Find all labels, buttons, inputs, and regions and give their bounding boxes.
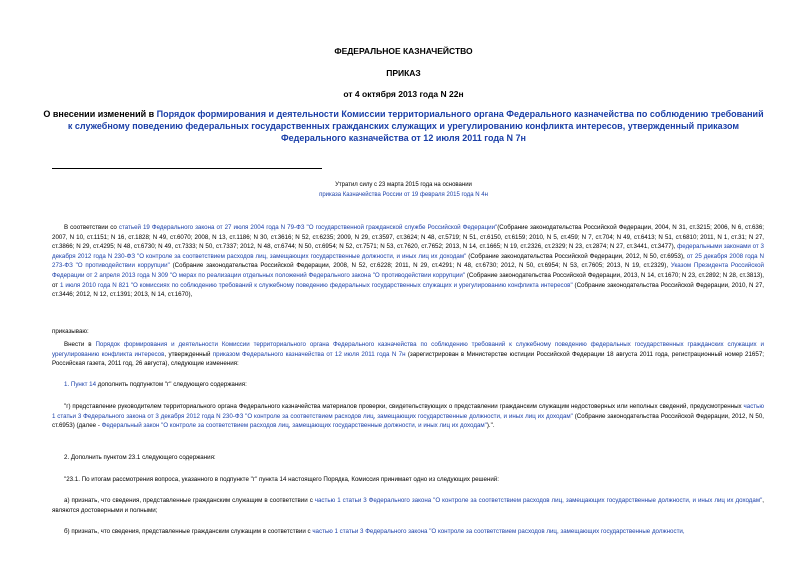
item-1-link[interactable]: 1. Пункт 14 bbox=[64, 381, 97, 388]
quote-g-text-2: (Собрание законодательства Российской Федерации, 2012, N 50, ст.6953) (далее - bbox=[52, 412, 764, 430]
sub-a-paragraph bbox=[52, 496, 764, 515]
preamble-text-5: (Собрание законодательства Российской Федерации, 2013, N 14, ст.1670; N 23, ст.2892; N 28, ст.3813), от bbox=[52, 271, 764, 289]
preamble-link-230-fz[interactable]: федеральными законами от 3 декабря 2012 года N 230-ФЗ "О контроле за соответствием расходов лиц, замещающих государственные должности, и иных лиц их доходам" bbox=[52, 243, 764, 260]
document-date-number: от 4 октября 2013 года N 22н bbox=[343, 89, 464, 99]
item-2-paragraph: 2. Дополнить пунктом 23.1 следующего содержания: bbox=[64, 454, 216, 461]
title-link[interactable]: Порядок формирования и деятельности Комиссии территориального органа Федерального казначейства по соблюдению требований к служебному поведению федеральных государственных гражданских служащих и урегулированию конфликта интересов, утвержденный приказом Федерального казначейства от 12 июля 2011 года N 7н bbox=[67, 109, 764, 143]
sub-a-text-1: а) признать, что сведения, представленные гражданским служащим в соответствии с bbox=[64, 497, 315, 504]
preamble-text-4: (Собрание законодательства Российской Федерации, 2008, N 52, ст.6228; 2011, N 29, ст.4291; N 48, ст.6730; 2012, N 50, ст.6954; N 53, ст.7605; 2013, N 19, ст.2329), bbox=[169, 262, 671, 270]
intro-link-prikaz-7n[interactable]: приказом Федерального казначейства от 12 июля 2011 года N 7н bbox=[212, 350, 406, 358]
preamble-text-3: (Собрание законодательства Российской Федерации, 2012, N 50, ст.6953), bbox=[466, 252, 687, 260]
item-1-text: дополнить подпунктом "г" следующего содержания: bbox=[96, 381, 247, 388]
sub-a-text-2: , являются достоверными и полными; bbox=[52, 497, 765, 514]
sub-b-link[interactable]: частью 1 статьи 3 Федерального закона "О контроле за соответствием расходов лиц, замещающих государственные должности, bbox=[312, 528, 685, 535]
intro-paragraph bbox=[52, 340, 764, 369]
separator-line bbox=[52, 168, 322, 169]
intro-text-3: (зарегистрирован в Министерстве юстиции Российской Федерации 18 августа 2011 года, регистрационный номер 21657; Российская газета, 2011 год, 26 августа), следующие изменения: bbox=[52, 350, 764, 368]
title-prefix: О внесении изменений в bbox=[43, 109, 157, 119]
item-1-paragraph bbox=[52, 380, 764, 390]
preamble-link-ukaz-309[interactable]: Указом Президента Российской Федерации от 2 апреля 2013 года N 309 "О мерах по реализации отдельных положений Федерального закона "О противодействии коррупции" bbox=[52, 262, 765, 279]
intro-text-2: , утвержденный bbox=[164, 350, 213, 358]
preamble-text-1: В соответствии со bbox=[64, 224, 119, 231]
quote-g-text-1: "г) представление руководителем территориального органа Федерального казначейства материалов проверки, свидетельствующих о представлении гражданским служащим недостоверных или неполных сведений, предусмотренных bbox=[64, 403, 744, 410]
agency-name: ФЕДЕРАЛЬНОЕ КАЗНАЧЕЙСТВО bbox=[334, 46, 473, 56]
intro-text-1: Внести в bbox=[64, 341, 96, 348]
quote-g-link-2[interactable]: Федеральный закон "О контроле за соответствием расходов лиц, замещающих государственные должности, и иных лиц их доходам" bbox=[101, 422, 487, 430]
sub-b-paragraph bbox=[52, 527, 764, 537]
preamble-link-article-19[interactable]: статьей 19 Федерального закона от 27 июля 2004 года N 79-ФЗ "О государственной гражданской службе Российской Федерации" bbox=[118, 224, 498, 231]
order-word: приказываю: bbox=[52, 328, 89, 335]
quote-23-1-paragraph: "23.1. По итогам рассмотрения вопроса, указанного в подпункте "г" пункта 14 настоящего Порядка, Комиссия принимает одно из следующих решений: bbox=[64, 476, 499, 483]
document-title bbox=[40, 108, 767, 144]
quote-g-text-3: ).". bbox=[486, 422, 495, 430]
preamble-text-6: (Собрание законодательства Российской Федерации, 2010, N 27, ст.3446; 2012, N 12, ст.1391; 2013, N 14, ст.1670), bbox=[52, 281, 764, 299]
preamble-link-273-fz[interactable]: от 25 декабря 2008 года N 273-ФЗ "О противодействии коррупции" bbox=[52, 252, 764, 270]
lost-force-line1: Утратил силу с 23 марта 2015 года на основании bbox=[335, 182, 472, 188]
sub-a-link[interactable]: частью 1 статьи 3 Федерального закона "О контроле за соответствием расходов лиц, замещающих государственные должности, и иных лиц их доходам" bbox=[314, 497, 763, 504]
document-type: ПРИКАЗ bbox=[386, 68, 421, 78]
lost-force-link-line bbox=[0, 190, 807, 200]
intro-link-poryadok[interactable]: Порядок формирования и деятельности Комиссии территориального органа Федерального казначейства по соблюдению требований к служебному поведению федеральных государственных гражданских служащих и урегулированию конфликта интересов bbox=[52, 341, 764, 358]
preamble-paragraph bbox=[52, 223, 764, 300]
sub-b-text-1: б) признать, что сведения, представленные гражданским служащим в соответствии с bbox=[64, 528, 313, 535]
lost-force-link[interactable]: приказа Казначейства России от 19 февраля 2015 года N 4н bbox=[319, 192, 488, 198]
preamble-text-2: (Собрание законодательства Российской Федерации, 2004, N 31, ст.3215; 2006, N 6, ст.636; 2007, N 10, ст.1151; N 16, ст.1828; N 49, ст.6070; 2008, N 13, ст.1186; N 30, ст.3616; N 52, ст.6235; 2009, N 29, ст.3597, ст.3624; N 48, ст.5719; N 51, ст.6150, ст.6159; 2010, N 5, ст.459; N 7, ст.704; N 49, ст.6413; N 51, ст.6810; 2011, N 1, ст.31; N 27, ст.3866; N 29, ст.4295; N 48, ст.6730; N 49, ст.7333; N 50, ст.7337; 2012, N 48, ст.6744; N 50, ст.6954; N 52, ст.7571; N 53, ст.7620, ст.7652; 2013, N 14, ст.1665; N 19, ст.2326, ст.2329; N 23, ст.2874; N 27, ст.3441, ст.3477), bbox=[52, 224, 764, 251]
quote-g-link-1[interactable]: частью 1 статьи 3 Федерального закона от 3 декабря 2012 года N 230-ФЗ "О контроле за соответствием расходов лиц, замещающих государственные должности, и иных лиц их доходам" bbox=[52, 403, 764, 420]
preamble-link-ukaz-821[interactable]: 1 июля 2010 года N 821 "О комиссиях по соблюдению требований к служебному поведению федеральных государственных служащих и урегулированию конфликта интересов" bbox=[60, 281, 573, 289]
quote-g-paragraph bbox=[52, 402, 764, 431]
